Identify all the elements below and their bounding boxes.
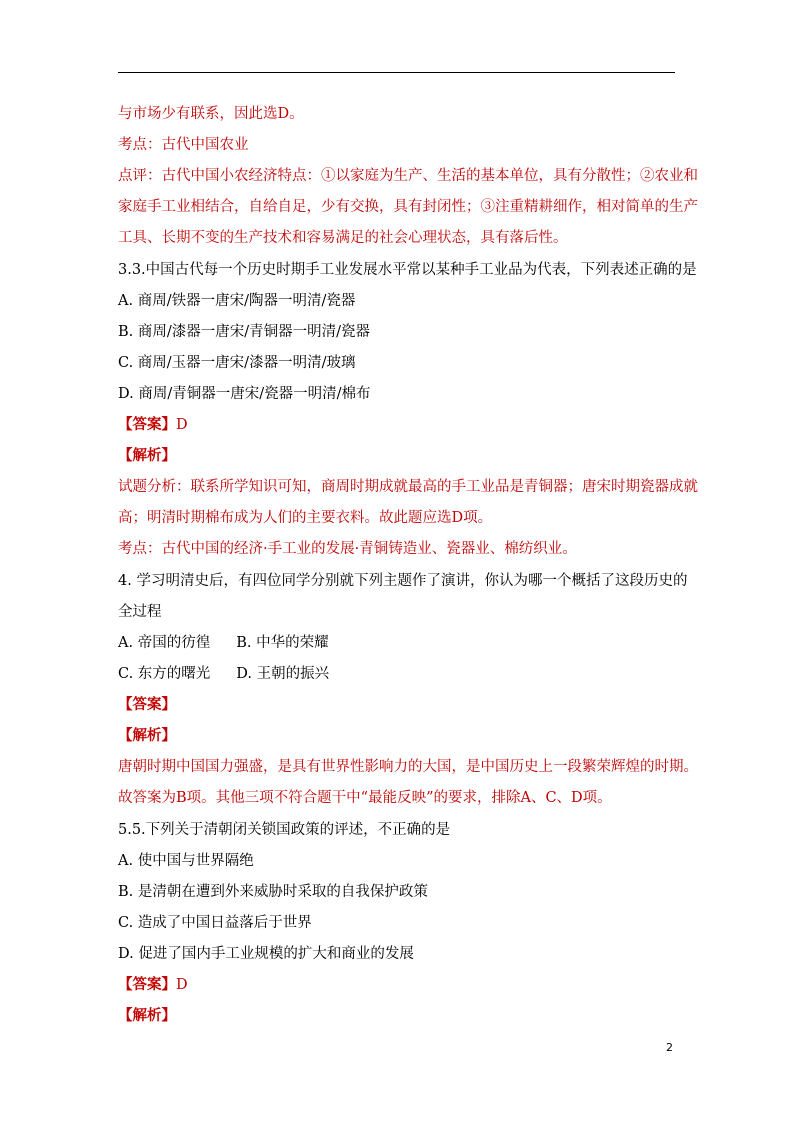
q3-answer-value: D <box>176 417 188 433</box>
q4-analysis-line-2: 故答案为B项。其他三项不符合题干中“最能反映”的要求，排除A、C、D项。 <box>118 790 612 806</box>
q5-answer-value: D <box>176 977 188 993</box>
page-number: 2 <box>666 1041 673 1054</box>
q4-analysis-label: 【解析】 <box>118 727 176 744</box>
q4-stem-line-1: 4. 学习明清史后，有四位同学分别就下列主题作了演讲，你认为哪一个概括了这段历史的 <box>118 573 688 589</box>
q4-answer-label: 【答案】 <box>118 696 176 713</box>
q3-option-d: D. 商周/青铜器一唐宋/瓷器一明清/棉布 <box>118 386 371 402</box>
q5-option-b: B. 是清朝在遭到外来威胁时采取的自我保护政策 <box>118 884 428 900</box>
q4-options-row-1 <box>118 633 329 653</box>
q2-dianping-line-3: 工具、长期不变的生产技术和容易满足的社会心理状态，具有落后性。 <box>118 230 568 246</box>
q5-answer-label: 【答案】 <box>118 976 176 993</box>
q5-option-d: D. 促进了国内手工业规模的扩大和商业的发展 <box>118 946 414 962</box>
q3-analysis-label: 【解析】 <box>118 447 176 464</box>
q5-option-a: A. 使中国与世界隔绝 <box>118 853 254 869</box>
q4-option-b: B. 中华的荣耀 <box>236 635 329 651</box>
q4-options-row-2 <box>118 664 329 684</box>
q3-kaodian: 考点：古代中国的经济·手工业的发展·青铜铸造业、瓷器业、棉纺织业。 <box>118 541 577 557</box>
q4-option-d: D. 王朝的振兴 <box>236 666 330 682</box>
q3-analysis-line-2: 高；明清时期棉布成为人们的主要衣料。故此题应选D项。 <box>118 510 493 526</box>
q3-option-c: C. 商周/玉器一唐宋/漆器一明清/玻璃 <box>118 355 356 371</box>
q2-dianping-line-2: 家庭手工业相结合，自给自足，少有交换，具有封闭性；③注重精耕细作，相对简单的生产 <box>118 199 698 215</box>
header-rule <box>118 72 675 73</box>
q2-tail-line: 与市场少有联系，因此选D。 <box>118 106 304 122</box>
q5-stem: 5.5.下列关于清朝闭关锁国政策的评述，不正确的是 <box>118 822 451 838</box>
q2-kaodian: 考点：古代中国农业 <box>118 137 249 153</box>
q4-analysis-line-1: 唐朝时期中国国力强盛，是具有世界性影响力的大国，是中国历史上一段繁荣辉煌的时期。 <box>118 759 698 775</box>
q3-stem: 3.3.中国古代每一个历史时期手工业发展水平常以某种手工业品为代表，下列表述正确的是 <box>118 262 697 278</box>
q2-dianping-line-1: 点评：古代中国小农经济特点：①以家庭为生产、生活的基本单位，具有分散性；②农业和 <box>118 168 698 184</box>
q3-answer-label: 【答案】 <box>118 416 176 433</box>
q5-option-c: C. 造成了中国日益落后于世界 <box>118 915 312 931</box>
q4-stem-line-2: 全过程 <box>118 604 162 620</box>
q4-option-a: A. 帝国的彷徨 <box>118 635 211 651</box>
q5-analysis-label: 【解析】 <box>118 1007 176 1024</box>
q3-analysis-line-1: 试题分析：联系所学知识可知，商周时期成就最高的手工业品是青铜器；唐宋时期瓷器成就 <box>118 479 698 495</box>
q3-answer <box>118 415 188 435</box>
q5-answer <box>118 975 188 995</box>
q3-option-a: A. 商周/铁器一唐宋/陶器一明清/瓷器 <box>118 293 356 309</box>
q3-option-b: B. 商周/漆器一唐宋/青铜器一明清/瓷器 <box>118 324 371 340</box>
q4-option-c: C. 东方的曙光 <box>118 666 211 682</box>
